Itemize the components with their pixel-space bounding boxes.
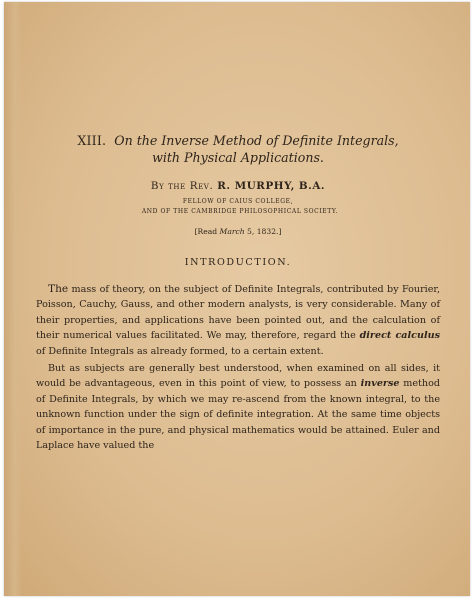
paragraph-1-first-word: The [48, 283, 69, 295]
paragraph-2-text-a: But as subjects are generally best understood, when examined on all sides, it would be advantageous, even in this point of view, to possess an [36, 363, 440, 390]
title-line-1 [36, 132, 440, 149]
author-degree: B.A. [298, 180, 326, 192]
affiliation-line-1: FELLOW OF CAIUS COLLEGE, [182, 198, 294, 205]
article-content [36, 132, 440, 453]
read-date [36, 227, 440, 237]
article-numeral: XIII. [77, 133, 107, 148]
title-text-line-2: with Physical Applications. [152, 150, 324, 165]
author-name: R. MURPHY, [217, 180, 295, 192]
title-text-line-1: On the Inverse Method of Definite Integrals, [114, 133, 399, 148]
page-left-edge [4, 2, 22, 596]
affiliation-line-2: AND OF THE CAMBRIDGE PHILOSOPHICAL SOCIETY. [141, 208, 339, 215]
read-date-open: [Read [194, 227, 218, 236]
read-date-rest: 5, 1832.] [247, 227, 282, 236]
paragraph-2 [36, 361, 440, 453]
author-affiliation [36, 197, 440, 217]
paragraph-2-emphasis: inverse [360, 378, 400, 390]
paragraph-1-emphasis: direct calculus [359, 330, 440, 342]
paragraph-1-text-b: of Definite Integrals as already formed, to a certain extent. [36, 345, 324, 357]
author-prefix: By the Rev. [150, 180, 214, 192]
paragraph-1 [36, 282, 440, 359]
read-date-month: March [219, 227, 245, 236]
author-line [36, 180, 440, 193]
paragraph-2-text-b: method of Definite Integrals, by which we may re-ascend from the known integral, to the unknown function under the sign of definite integration. At the same time objects of importance in the pure, and physical mathematics would be attained. Euler and Laplace have valued the [36, 378, 440, 452]
article-body [36, 282, 440, 453]
paragraph-1-text-a: mass of theory, on the subject of Definite Integrals, contributed by Fourier, Poisson, Cauchy, Gauss, and other modern analysts, is very considerable. Many of their properties, and applications have been pointed out, and the calculation of their numerical values facilitated. We may, therefore, regard the [36, 284, 440, 342]
section-heading: INTRODUCTION. [184, 257, 292, 268]
article-title [36, 132, 440, 166]
